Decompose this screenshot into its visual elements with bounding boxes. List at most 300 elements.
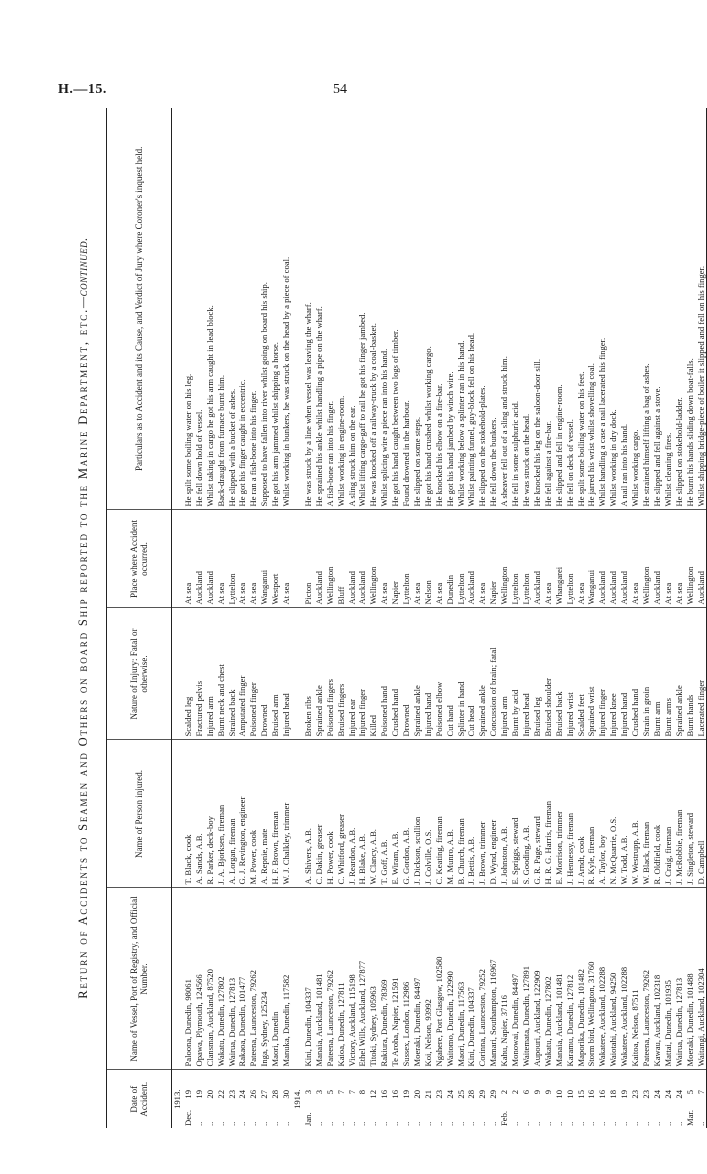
vessel-cell: Storm bird, Wellington, 31760 xyxy=(586,888,597,1070)
day: 12 xyxy=(368,1090,379,1099)
injury-cell: Injured hand xyxy=(619,608,630,740)
date-cell xyxy=(532,1070,543,1128)
table-row xyxy=(619,108,630,1128)
day: 8 xyxy=(357,1090,368,1095)
vessel-cell: Wakatu, Dunedin, 127802 xyxy=(543,888,554,1070)
empty-cell xyxy=(292,608,303,740)
person-cell: J. A. Bjorksen, fireman xyxy=(216,740,227,888)
table-row xyxy=(663,108,674,1128)
person-cell: E. Spriggs, steward xyxy=(510,740,521,888)
table-row xyxy=(576,108,587,1128)
date-cell xyxy=(445,1070,456,1128)
injury-cell: Killed xyxy=(368,608,379,740)
particulars-cell: Whilst lifting cargo-gaff to rail he got his finger jambed. xyxy=(357,108,368,510)
place-cell: Westport xyxy=(270,510,281,608)
table-row xyxy=(259,108,270,1128)
table-row xyxy=(281,108,292,1128)
table-row xyxy=(303,108,314,1128)
vessel-cell: Titoki, Sydney, 105963 xyxy=(368,888,379,1070)
rotated-return-table xyxy=(76,108,706,1128)
place-cell: Wanganui xyxy=(586,510,597,608)
date-cell xyxy=(401,1070,412,1128)
place-cell: At sea xyxy=(216,510,227,608)
table-row xyxy=(565,108,576,1128)
month: .. xyxy=(662,1121,673,1126)
injury-cell: Burnt by acid xyxy=(510,608,521,740)
injury-cell: Fractured pelvis xyxy=(194,608,205,740)
particulars-cell: He slipped with a bucket of ashes. xyxy=(227,108,238,510)
particulars-cell: A nail ran into his hand. xyxy=(619,108,630,510)
injury-cell: Burnt hands xyxy=(685,608,696,740)
injury-cell: Poisoned elbow xyxy=(434,608,445,740)
table-row xyxy=(248,108,259,1128)
person-cell: A. Sands, A.B. xyxy=(194,740,205,888)
vessel-cell: Waitemata, Dunedin, 127891 xyxy=(521,888,532,1070)
injury-cell: Injured arm xyxy=(499,608,510,740)
col-person: Name of Person injured. xyxy=(107,740,172,888)
table-row xyxy=(456,108,467,1128)
table-row xyxy=(314,108,325,1128)
place-cell: At sea xyxy=(412,510,423,608)
person-cell: A. Lorgan, fireman xyxy=(227,740,238,888)
particulars-cell: He fell in some sulphuric acid. xyxy=(510,108,521,510)
vessel-cell: Victory, Auckland, 115198 xyxy=(347,888,358,1070)
table-row xyxy=(401,108,412,1128)
person-cell: N. McQuarrie, O.S. xyxy=(608,740,619,888)
col-particulars: Particulars as to Accident and its Cause, and Verdict of Jury where Coroner's inquest held. xyxy=(107,108,172,510)
vessel-cell: Paloona, Dunedin, 98061 xyxy=(183,888,194,1070)
day: 2 xyxy=(510,1090,521,1095)
table-row xyxy=(183,108,194,1128)
vessel-cell: Clansman, Auckland, 87520 xyxy=(205,888,216,1070)
person-cell: E. Wiram, A.B. xyxy=(390,740,401,888)
day: 25 xyxy=(455,1090,466,1099)
place-cell: At sea xyxy=(674,510,685,608)
month: .. xyxy=(204,1121,215,1126)
particulars-cell: Whilst cleaning fires. xyxy=(663,108,674,510)
month: .. xyxy=(444,1121,455,1126)
particulars-cell: He sprained his ankle whilst handling a pipe on the wharf. xyxy=(314,108,325,510)
person-cell: R. Kyle, fireman xyxy=(586,740,597,888)
injury-cell: Injured wrist xyxy=(565,608,576,740)
injury-cell: Strain in groin xyxy=(641,608,652,740)
vessel-cell: Waiotahi, Auckland, 94250 xyxy=(608,888,619,1070)
vessel-cell: Kahu, Napier, 37116 xyxy=(499,888,510,1070)
day: 28 xyxy=(466,1090,477,1099)
table-row xyxy=(586,108,597,1128)
day: 24 xyxy=(444,1090,455,1099)
date-cell xyxy=(281,1070,292,1128)
month: .. xyxy=(630,1121,641,1126)
particulars-cell: Whilst working cargo. xyxy=(630,108,641,510)
month: .. xyxy=(346,1121,357,1126)
particulars-cell: He slipped and fell against a stove. xyxy=(652,108,663,510)
day: 27 xyxy=(259,1090,270,1099)
person-cell: J. Dickson, scullion xyxy=(412,740,423,888)
year-cell: 1914. xyxy=(291,1089,302,1109)
date-cell xyxy=(456,1070,467,1128)
date-cell xyxy=(216,1070,227,1128)
day: 19 xyxy=(619,1090,630,1099)
date-cell xyxy=(685,1070,696,1128)
person-cell: C. Dakin, greaser xyxy=(314,740,325,888)
particulars-cell: He was knocked off a railway-truck by a coal-basket. xyxy=(368,108,379,510)
vessel-cell: Kini, Dunedin, 104337 xyxy=(303,888,314,1070)
month: .. xyxy=(193,1121,204,1126)
particulars-cell: He slipped on stokehold-ladder. xyxy=(674,108,685,510)
day: 16 xyxy=(586,1090,597,1099)
injury-cell: Poisoned hand xyxy=(379,608,390,740)
vessel-cell: Wakatu, Dunedin, 127802 xyxy=(216,888,227,1070)
place-cell: At sea xyxy=(630,510,641,608)
place-cell: At sea xyxy=(379,510,390,608)
particulars-cell: Found drowned in the harbour. xyxy=(401,108,412,510)
person-cell: E. Morrison, trimmer xyxy=(554,740,565,888)
empty-cell xyxy=(172,740,183,888)
person-cell: J. Hennessy, fireman xyxy=(565,740,576,888)
empty-cell xyxy=(172,510,183,608)
date-cell xyxy=(608,1070,619,1128)
particulars-cell: He slipped on some steps. xyxy=(412,108,423,510)
month: .. xyxy=(466,1121,477,1126)
person-cell: M. Power, cook xyxy=(248,740,259,888)
series-code: H.—15. xyxy=(58,82,107,97)
day: 23 xyxy=(630,1090,641,1099)
vessel-cell: Waitomo, Dunedin, 122990 xyxy=(445,888,456,1070)
particulars-cell: Whilst taking in cargo he got his arm caught in lead block. xyxy=(205,108,216,510)
day: 24 xyxy=(673,1090,684,1099)
year-row xyxy=(172,108,183,1128)
table-row xyxy=(630,108,641,1128)
injury-cell: Lacerated finger xyxy=(696,608,707,740)
month: .. xyxy=(226,1121,237,1126)
vessel-cell: Pateena, Launceston, 79262 xyxy=(325,888,336,1070)
particulars-cell: Supposed to have fallen into river whilst going on board his ship. xyxy=(259,108,270,510)
day: 16 xyxy=(379,1090,390,1099)
month: .. xyxy=(640,1121,651,1126)
injury-cell: Drowned xyxy=(259,608,270,740)
place-cell: Wellington xyxy=(641,510,652,608)
particulars-cell: He was struck by a line when vessel was leaving the wharf. xyxy=(303,108,314,510)
date-cell xyxy=(510,1070,521,1128)
empty-cell xyxy=(292,108,303,510)
injury-cell: Burnt arms xyxy=(663,608,674,740)
place-cell: Auckland xyxy=(205,510,216,608)
date-cell xyxy=(630,1070,641,1128)
person-cell: G. Gordon, A.B. xyxy=(401,740,412,888)
date-cell xyxy=(674,1070,685,1128)
table-body xyxy=(172,108,707,1128)
place-cell: Whangarei xyxy=(554,510,565,608)
empty-cell xyxy=(172,608,183,740)
injury-cell: Scalded leg xyxy=(183,608,194,740)
particulars-cell: He burnt his hands sliding down boat-falls. xyxy=(685,108,696,510)
day: 3 xyxy=(302,1090,313,1095)
day: 15 xyxy=(575,1090,586,1099)
person-cell: G. R. Page, steward xyxy=(532,740,543,888)
particulars-cell: He spilt some boiling water on his feet. xyxy=(576,108,587,510)
day: 23 xyxy=(226,1090,237,1099)
injury-cell: Injured finger xyxy=(597,608,608,740)
place-cell: Auckland xyxy=(194,510,205,608)
date-cell xyxy=(477,1070,488,1128)
year-row xyxy=(292,108,303,1128)
day: 20 xyxy=(411,1090,422,1099)
date-cell xyxy=(423,1070,434,1128)
month: .. xyxy=(521,1121,531,1126)
injury-cell: Burnt neck and chest xyxy=(216,608,227,740)
month: .. xyxy=(215,1121,226,1126)
injury-cell: Bruised back xyxy=(554,608,565,740)
vessel-cell: Manaia, Auckland, 101481 xyxy=(314,888,325,1070)
table-row xyxy=(379,108,390,1128)
day: 23 xyxy=(640,1090,651,1099)
vessel-cell: Maori, Dunedin xyxy=(270,888,281,1070)
table-row xyxy=(412,108,423,1128)
table-row xyxy=(227,108,238,1128)
injury-cell: Crushed hand xyxy=(630,608,641,740)
table-row xyxy=(532,108,543,1128)
vessel-cell: Waitangi, Auckland, 102304 xyxy=(696,888,707,1070)
vessel-cell: Kaioa, Dunedin, 127811 xyxy=(336,888,347,1070)
injury-cell: Bruised fingers xyxy=(336,608,347,740)
vessel-cell: Pateena, Launceston, 79262 xyxy=(248,888,259,1070)
table-row xyxy=(685,108,696,1128)
injury-cell: Broken ribs xyxy=(303,608,314,740)
vessel-cell: Maori, Dunedin, 117563 xyxy=(456,888,467,1070)
person-cell: W. Clancy, A.B. xyxy=(368,740,379,888)
particulars-cell: He knocked his elbow on a fire-bar. xyxy=(434,108,445,510)
person-cell: D. Campbell xyxy=(696,740,707,888)
particulars-cell: He got his finger caught in eccentric. xyxy=(237,108,248,510)
vessel-cell: Moeraki, Dunedin, 101488 xyxy=(685,888,696,1070)
day: 16 xyxy=(597,1090,608,1099)
date-cell xyxy=(586,1070,597,1128)
month: .. xyxy=(433,1121,444,1126)
table-row xyxy=(194,108,205,1128)
table-row xyxy=(477,108,488,1128)
place-cell: At sea xyxy=(477,510,488,608)
place-cell: Napier xyxy=(390,510,401,608)
vessel-cell: Te Aroha, Napier, 121591 xyxy=(390,888,401,1070)
table-row xyxy=(510,108,521,1128)
table-row xyxy=(488,108,499,1128)
vessel-cell: Aupouri, Auckland, 122909 xyxy=(532,888,543,1070)
date-cell xyxy=(325,1070,336,1128)
place-cell: At sea xyxy=(237,510,248,608)
person-cell: W. Westrupp, A.B. xyxy=(630,740,641,888)
day: 5 xyxy=(324,1090,335,1095)
day: 7 xyxy=(695,1090,706,1095)
particulars-cell: A fish-bone ran into his finger. xyxy=(325,108,336,510)
date-cell xyxy=(259,1070,270,1128)
month: .. xyxy=(488,1121,499,1126)
vessel-cell: Rakiura, Dunedin, 78369 xyxy=(379,888,390,1070)
injury-cell: Injured hand xyxy=(423,608,434,740)
col-date: Date of Accident. xyxy=(107,1070,172,1128)
injury-cell: Injured knee xyxy=(608,608,619,740)
person-cell: C. Whitford, greaser xyxy=(336,740,347,888)
empty-cell xyxy=(172,888,183,1070)
particulars-cell: He slipped on the stokehold-plates. xyxy=(477,108,488,510)
particulars-cell: He got his arm jammed whilst shipping a horse. xyxy=(270,108,281,510)
person-cell: D. Wynd, engineer xyxy=(488,740,499,888)
month: .. xyxy=(248,1121,259,1126)
particulars-cell: Whilst working in engine-room. xyxy=(336,108,347,510)
col-injury: Nature of Injury: Fatal or otherwise. xyxy=(107,608,172,740)
month: .. xyxy=(270,1121,281,1126)
particulars-cell: He ran a fish-bone into his finger. xyxy=(248,108,259,510)
particulars-cell: He spilt some boiling water on his leg. xyxy=(183,108,194,510)
person-cell: H. Power, cook xyxy=(325,740,336,888)
particulars-cell: He got his hand crushed whilst working cargo. xyxy=(423,108,434,510)
table-row xyxy=(434,108,445,1128)
date-cell xyxy=(641,1070,652,1128)
place-cell: At sea xyxy=(663,510,674,608)
page-number: 54 xyxy=(333,82,347,97)
person-cell: J. Colville, O.S. xyxy=(423,740,434,888)
person-cell: R. Oldfield, cook xyxy=(652,740,663,888)
person-cell: C. Keating, fireman xyxy=(434,740,445,888)
table-row xyxy=(543,108,554,1128)
place-cell: Auckland xyxy=(347,510,358,608)
month: .. xyxy=(673,1121,684,1126)
particulars-cell: Whilst handling a case a nail lacerated his finger. xyxy=(597,108,608,510)
particulars-cell: He jarred his wrist whilst shovelling coal. xyxy=(586,108,597,510)
day: 24 xyxy=(651,1090,662,1099)
injury-cell: Injured head xyxy=(281,608,292,740)
place-cell: At sea xyxy=(576,510,587,608)
accidents-table xyxy=(106,108,707,1128)
table-title-main: Return of Accidents to Seamen and Others on board Ship reported to the Marine Department, etc. xyxy=(76,307,90,999)
injury-cell: Cut head xyxy=(466,608,477,740)
injury-cell: Amputated finger xyxy=(237,608,248,740)
day: 28 xyxy=(270,1090,281,1099)
person-cell: H. Blake, A.B. xyxy=(357,740,368,888)
month: Feb. xyxy=(499,1110,510,1126)
day: 29 xyxy=(477,1090,488,1099)
vessel-cell: Wairua, Dunedin, 127813 xyxy=(674,888,685,1070)
particulars-cell: He fell against a fire-bar. xyxy=(543,108,554,510)
day: 23 xyxy=(433,1090,444,1099)
date-cell xyxy=(576,1070,587,1128)
vessel-cell: Ngahere, Port Glasgow, 102580 xyxy=(434,888,445,1070)
date-cell xyxy=(270,1070,281,1128)
day: 6 xyxy=(521,1090,531,1095)
day: 9 xyxy=(531,1090,542,1095)
day: 10 xyxy=(564,1090,575,1099)
table-title-suffix: —continued. xyxy=(76,237,90,308)
month: .. xyxy=(542,1121,553,1126)
table-row xyxy=(237,108,248,1128)
date-cell xyxy=(368,1070,379,1128)
place-cell: Lyttelton xyxy=(227,510,238,608)
month: .. xyxy=(477,1121,488,1126)
date-cell xyxy=(379,1070,390,1128)
day: 7 xyxy=(346,1090,357,1095)
place-cell: Auckland xyxy=(314,510,325,608)
person-cell: J. Brown, trimmer xyxy=(477,740,488,888)
table-row xyxy=(390,108,401,1128)
day: 18 xyxy=(608,1090,619,1099)
vessel-cell: Pateena, Launceston, 79262 xyxy=(641,888,652,1070)
month: .. xyxy=(455,1121,466,1126)
place-cell: At sea xyxy=(183,510,194,608)
place-cell: At sea xyxy=(543,510,554,608)
table-row xyxy=(270,108,281,1128)
place-cell: At sea xyxy=(248,510,259,608)
day: 24 xyxy=(237,1090,248,1099)
day: 2 xyxy=(499,1090,510,1095)
particulars-cell: Whilst shipping bridge-piece of boiler it slipped and fell on his finger. xyxy=(696,108,707,510)
month: .. xyxy=(357,1121,368,1126)
header-row xyxy=(107,108,172,1128)
place-cell: Lyttelton xyxy=(565,510,576,608)
col-place: Place where Accident occurred. xyxy=(107,510,172,608)
injury-cell: Drowned xyxy=(401,608,412,740)
date-cell xyxy=(597,1070,608,1128)
day: 10 xyxy=(553,1090,564,1099)
person-cell: H. R. G. Harris, fireman xyxy=(543,740,554,888)
vessel-cell: Mattai, Dunedin, 101935 xyxy=(663,888,674,1070)
month: .. xyxy=(553,1121,564,1126)
place-cell: Dunedin xyxy=(445,510,456,608)
date-cell xyxy=(183,1070,194,1128)
particulars-cell: He was struck on the head. xyxy=(521,108,532,510)
table-row xyxy=(357,108,368,1128)
table-row xyxy=(368,108,379,1128)
injury-cell: Sprained ankle xyxy=(314,608,325,740)
person-cell: J. Craig, fireman xyxy=(663,740,674,888)
day: 26 xyxy=(248,1090,259,1099)
person-cell: W. Black, fireman xyxy=(641,740,652,888)
place-cell: Wellington xyxy=(499,510,510,608)
table-row xyxy=(466,108,477,1128)
injury-cell: Cut hand xyxy=(445,608,456,740)
date-cell xyxy=(663,1070,674,1128)
place-cell: Auckland xyxy=(357,510,368,608)
vessel-cell: Moeraki, Dunedin, 84497 xyxy=(412,888,423,1070)
table-row xyxy=(445,108,456,1128)
month: .. xyxy=(313,1121,324,1126)
place-cell: Auckland xyxy=(597,510,608,608)
particulars-cell: He fell down the bunkers. xyxy=(488,108,499,510)
place-cell: Lyttelton xyxy=(521,510,532,608)
month: .. xyxy=(411,1121,422,1126)
injury-cell: Bruised shoulder xyxy=(543,608,554,740)
month: Mar. xyxy=(684,1110,695,1126)
particulars-cell: Whilst painting funnel, guy-block fell on his head. xyxy=(466,108,477,510)
month: .. xyxy=(695,1121,706,1126)
place-cell: Napier xyxy=(488,510,499,608)
date-cell xyxy=(521,1070,532,1128)
date-cell xyxy=(652,1070,663,1128)
month: .. xyxy=(531,1121,542,1126)
date-cell xyxy=(554,1070,565,1128)
date-cell xyxy=(466,1070,477,1128)
place-cell: Lyttelton xyxy=(401,510,412,608)
particulars-cell: He slipped and fell in engine-room. xyxy=(554,108,565,510)
table-row xyxy=(521,108,532,1128)
person-cell: R. Parker, deck-boy xyxy=(205,740,216,888)
person-cell: B. Church, fireman xyxy=(456,740,467,888)
place-cell: Bluff xyxy=(336,510,347,608)
date-cell xyxy=(543,1070,554,1128)
vessel-cell: Wakatere, Auckland, 102288 xyxy=(619,888,630,1070)
particulars-cell: Whilst working in dry dock. xyxy=(608,108,619,510)
injury-cell: Sprained ankle xyxy=(412,608,423,740)
vessel-cell: Koi, Nelson, 93992 xyxy=(423,888,434,1070)
